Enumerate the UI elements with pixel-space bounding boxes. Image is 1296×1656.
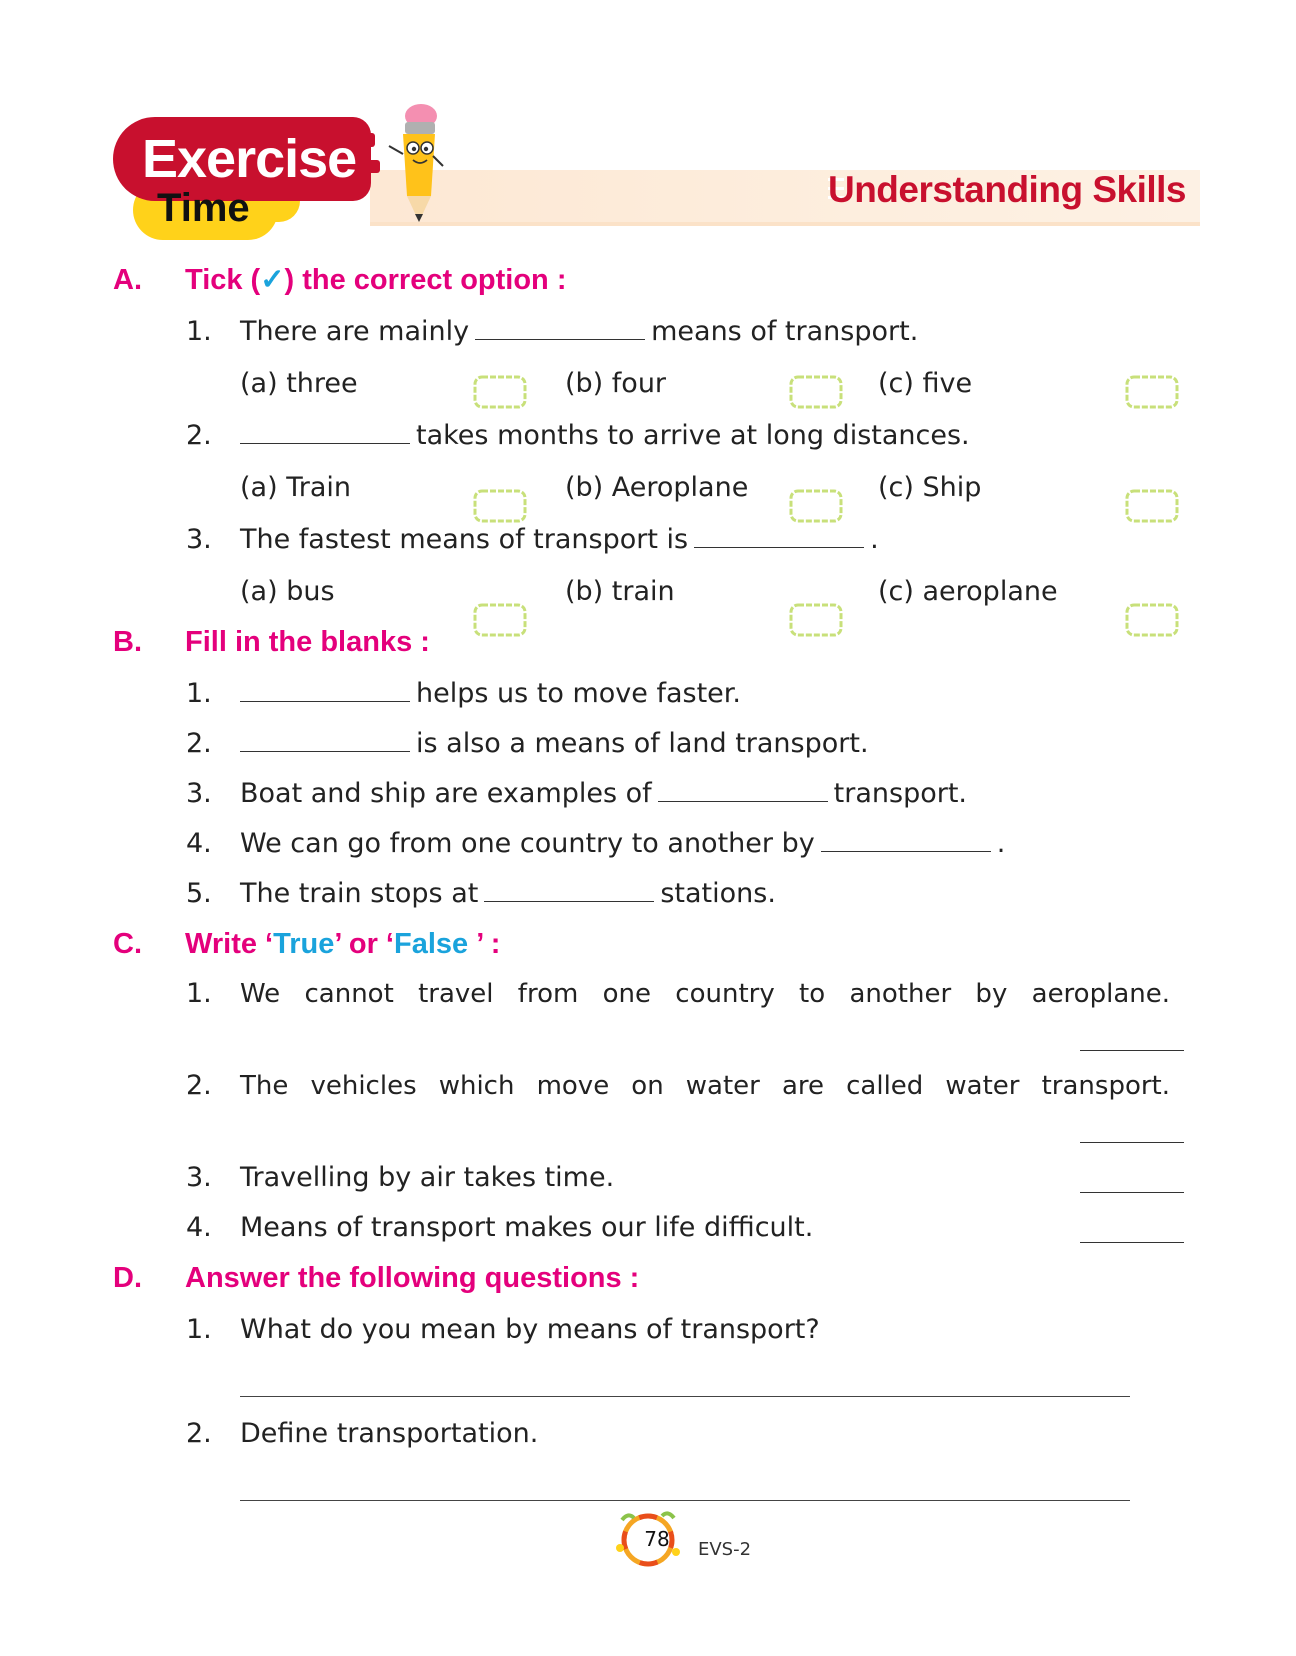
- section-d-letter: D.: [113, 1262, 142, 1294]
- question-number: 4.: [186, 1212, 212, 1243]
- answer-blank[interactable]: [658, 777, 828, 802]
- answer-line[interactable]: [1080, 1242, 1184, 1243]
- tick-box[interactable]: [1124, 488, 1180, 524]
- question-text-after: .: [870, 524, 879, 555]
- question-text: [234, 418, 970, 454]
- tick-icon: ✓: [260, 264, 285, 296]
- option-b: (b) train: [565, 576, 675, 607]
- question-text-after: stations.: [660, 878, 776, 909]
- pencil-mascot-icon: [385, 104, 445, 224]
- question-text: [240, 776, 967, 812]
- skills-heading: Understanding Skills: [827, 169, 1186, 210]
- title-text: ) the correct option :: [284, 264, 567, 296]
- tick-box[interactable]: [472, 374, 528, 410]
- answer-line[interactable]: [240, 1500, 1130, 1501]
- book-code: EVS-2: [698, 1539, 752, 1560]
- question-text: [240, 826, 1005, 862]
- question-text-before: Boat and ship are examples of: [240, 778, 652, 809]
- question-text-after: .: [996, 828, 1006, 859]
- answer-blank[interactable]: [240, 727, 410, 752]
- question-number: 4.: [186, 828, 212, 859]
- option-a: (a) Train: [240, 472, 351, 503]
- question-text-after: means of transport.: [651, 316, 919, 347]
- option-c: (c) aeroplane: [878, 576, 1058, 607]
- true-word: True: [273, 928, 335, 960]
- answer-line[interactable]: [1080, 1192, 1184, 1193]
- question-text-before: The fastest means of transport is: [240, 524, 689, 555]
- section-b-title: Fill in the blanks :: [185, 626, 430, 658]
- time-title: Time: [157, 186, 250, 230]
- tick-box[interactable]: [472, 488, 528, 524]
- option-a: (a) bus: [240, 576, 335, 607]
- option-b: (b) Aeroplane: [565, 472, 749, 503]
- question-text-after: is also a means of land transport.: [416, 728, 869, 759]
- question-number: 3.: [186, 1162, 212, 1193]
- answer-blank[interactable]: [821, 827, 991, 852]
- title-text: Write ‘: [185, 928, 274, 960]
- tick-box[interactable]: [1124, 602, 1180, 638]
- question-number: 3.: [186, 524, 212, 555]
- option-a: (a) three: [240, 368, 358, 399]
- question-text-after: transport.: [833, 778, 968, 809]
- tick-box[interactable]: [1124, 374, 1180, 410]
- option-b: (b) four: [565, 368, 667, 399]
- question-number: 2.: [186, 1418, 212, 1449]
- answer-blank[interactable]: [694, 523, 864, 548]
- question-text-before: We can go from one country to another by: [240, 828, 815, 859]
- false-word: False: [393, 928, 469, 960]
- question-text: The vehicles which move on water are called water transport.: [240, 1071, 1170, 1101]
- question-text: [240, 876, 776, 912]
- question-number: 3.: [186, 778, 212, 809]
- section-c-title: [185, 926, 500, 962]
- title-text: ’ or ‘: [334, 928, 394, 960]
- section-d-title: Answer the following questions :: [185, 1262, 640, 1294]
- question-number: 1.: [186, 978, 212, 1009]
- question-text: We cannot travel from one country to another by aeroplane.: [240, 979, 1170, 1009]
- question-number: 1.: [186, 1314, 212, 1345]
- question-text: What do you mean by means of transport?: [240, 1314, 820, 1345]
- tick-box[interactable]: [788, 374, 844, 410]
- title-text: Tick (: [185, 264, 261, 296]
- question-text-before: There are mainly: [240, 316, 470, 347]
- answer-line[interactable]: [1080, 1050, 1184, 1051]
- section-a-letter: A.: [113, 264, 142, 296]
- answer-blank[interactable]: [475, 315, 645, 340]
- option-c: (c) five: [878, 368, 973, 399]
- question-number: 1.: [186, 316, 212, 347]
- question-text: [240, 522, 879, 558]
- question-number: 2.: [186, 728, 212, 759]
- answer-line[interactable]: [240, 1396, 1130, 1397]
- tick-box[interactable]: [788, 488, 844, 524]
- question-number: 2.: [186, 1070, 212, 1101]
- answer-blank[interactable]: [240, 677, 410, 702]
- answer-blank[interactable]: [484, 877, 654, 902]
- title-text: ’ :: [468, 928, 501, 960]
- question-text: [234, 676, 741, 712]
- question-text-after: takes months to arrive at long distances.: [416, 420, 970, 451]
- section-b-letter: B.: [113, 626, 142, 658]
- tick-box[interactable]: [788, 602, 844, 638]
- answer-blank[interactable]: [240, 419, 410, 444]
- question-number: 1.: [186, 678, 212, 709]
- option-c: (c) Ship: [878, 472, 982, 503]
- tick-box[interactable]: [472, 602, 528, 638]
- question-text: Travelling by air takes time.: [240, 1162, 615, 1193]
- question-number: 5.: [186, 878, 212, 909]
- question-number: 2.: [186, 420, 212, 451]
- question-text-before: The train stops at: [240, 878, 479, 909]
- section-a-title: [185, 262, 566, 298]
- question-text: [240, 314, 918, 350]
- question-text-after: helps us to move faster.: [416, 678, 741, 709]
- page-number: 78: [644, 1527, 670, 1551]
- section-c-letter: C.: [113, 928, 142, 960]
- question-text: Means of transport makes our life difficult.: [240, 1212, 814, 1243]
- question-text: [234, 726, 869, 762]
- question-text: Define transportation.: [240, 1418, 539, 1449]
- exercise-title: Exercise: [142, 129, 357, 189]
- answer-line[interactable]: [1080, 1142, 1184, 1143]
